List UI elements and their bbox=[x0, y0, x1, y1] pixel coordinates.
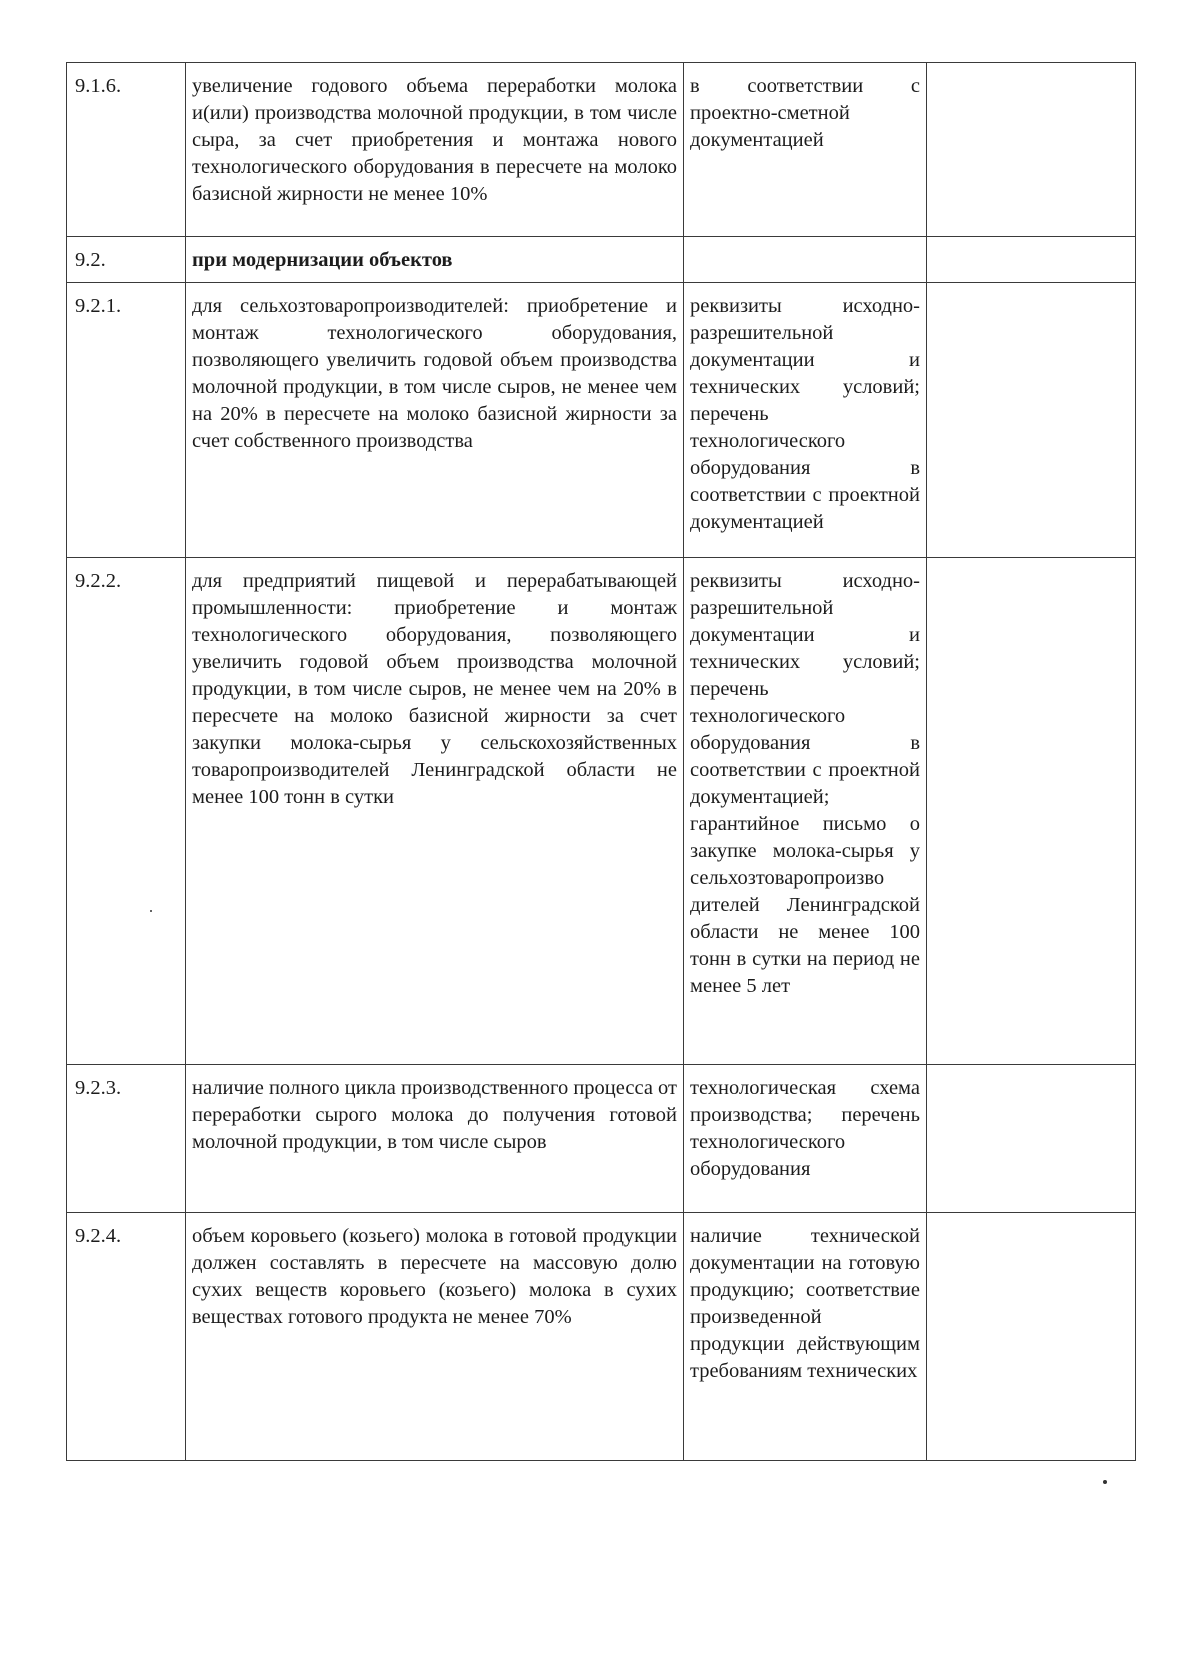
row-number: 9.2. bbox=[67, 237, 186, 283]
confirming-documents: реквизиты исходно-разрешительной документации и технических условий; перечень технологического оборудования в соответствии с проектной документацией bbox=[684, 283, 927, 558]
empty-cell bbox=[927, 283, 1136, 558]
requirement-description: для сельхозтоваропроизводителей: приобретение и монтаж технологического оборудования, позволяющего увеличить годовой объем производства молочной продукции, в том числе сыров, не менее чем на 20% в пересчете на молоко базисной жирности за счет собственного производства bbox=[186, 283, 684, 558]
confirming-documents: технологическая схема производства; перечень технологического оборудования bbox=[684, 1065, 927, 1213]
requirements-table bbox=[66, 62, 1136, 1461]
requirement-description: объем коровьего (козьего) молока в готовой продукции должен составлять в пересчете на массовую долю сухих веществ коровьего (козьего) молока в сухих веществах готового продукта не менее 70% bbox=[186, 1213, 684, 1461]
empty-cell bbox=[927, 63, 1136, 237]
requirement-description: увеличение годового объема переработки молока и(или) производства молочной продукции, в том числе сыра, за счет приобретения и монтажа нового технологического оборудования в пересчете на молоко базисной жирности не менее 10% bbox=[186, 63, 684, 237]
table-row bbox=[67, 237, 1136, 283]
section-heading: при модернизации объектов bbox=[186, 237, 684, 283]
empty-cell bbox=[927, 1065, 1136, 1213]
row-number: 9.2.3. bbox=[67, 1065, 186, 1213]
table-row bbox=[67, 283, 1136, 558]
confirming-documents: реквизиты исходно-разрешительной документации и технических условий; перечень технологического оборудования в соответствии с проектной документацией; гарантийное письмо о закупке молока-сырья у сельхозтоваропроизво дителей Ленинградской области не менее 100 тонн в сутки на период не менее 5 лет bbox=[684, 558, 927, 1065]
table-row bbox=[67, 558, 1136, 1065]
empty-cell bbox=[927, 1213, 1136, 1461]
confirming-documents: в соответствии с проектно-сметной документацией bbox=[684, 63, 927, 237]
scan-speck bbox=[1103, 1480, 1107, 1484]
scan-speck bbox=[150, 910, 152, 912]
row-number: 9.2.4. bbox=[67, 1213, 186, 1461]
confirming-documents bbox=[684, 237, 927, 283]
table-row bbox=[67, 1065, 1136, 1213]
requirement-description: для предприятий пищевой и перерабатывающей промышленности: приобретение и монтаж технологического оборудования, позволяющего увеличить годовой объем производства молочной продукции, в том числе сыров, не менее чем на 20% в пересчете на молоко базисной жирности за счет закупки молока-сырья у сельскохозяйственных товаропроизводителей Ленинградской области не менее 100 тонн в сутки bbox=[186, 558, 684, 1065]
row-number: 9.2.2. bbox=[67, 558, 186, 1065]
table-row bbox=[67, 63, 1136, 237]
table-row bbox=[67, 1213, 1136, 1461]
row-number: 9.2.1. bbox=[67, 283, 186, 558]
row-number: 9.1.6. bbox=[67, 63, 186, 237]
empty-cell bbox=[927, 558, 1136, 1065]
empty-cell bbox=[927, 237, 1136, 283]
requirement-description: наличие полного цикла производственного процесса от переработки сырого молока до получения готовой молочной продукции, в том числе сыров bbox=[186, 1065, 684, 1213]
confirming-documents: наличие технической документации на готовую продукцию; соответствие произведенной продукции действующим требованиям технических bbox=[684, 1213, 927, 1461]
